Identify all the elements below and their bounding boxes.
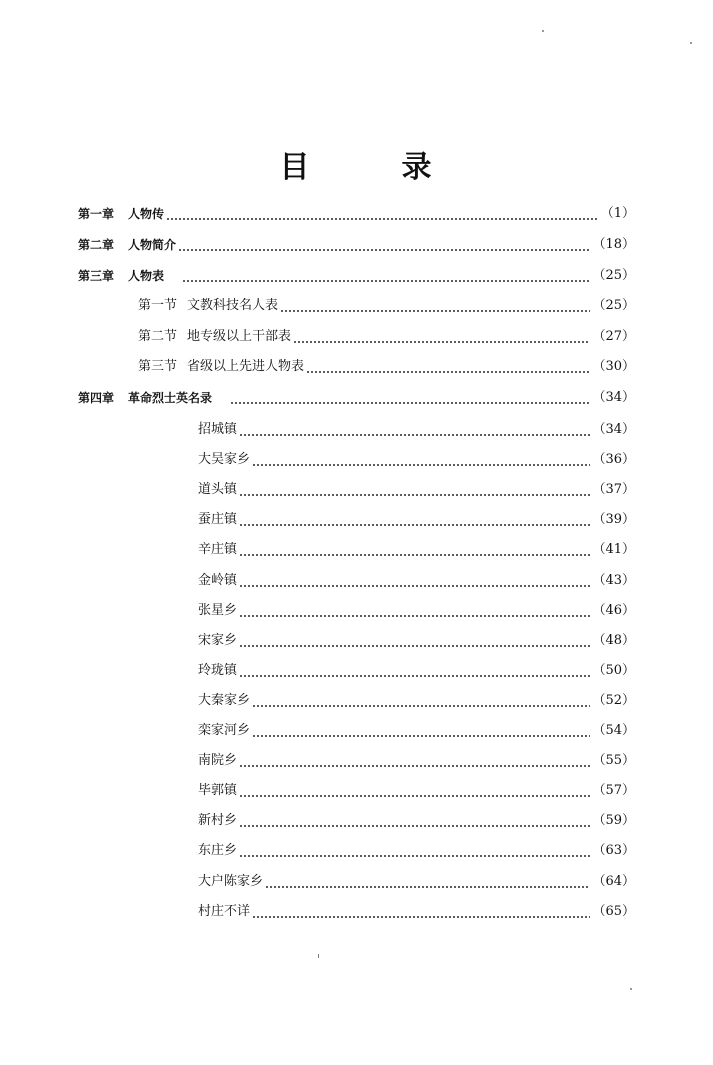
dot-leader bbox=[252, 691, 590, 711]
town-title: 辛庄镇 bbox=[198, 542, 238, 557]
section-number: 第一节 bbox=[138, 298, 178, 313]
page-number: （1） bbox=[600, 206, 635, 221]
town-title: 大秦家乡 bbox=[198, 693, 251, 708]
dot-leader bbox=[265, 872, 590, 892]
page-number: （36） bbox=[592, 452, 635, 467]
dot-leader bbox=[239, 661, 590, 681]
toc-section-1[interactable] bbox=[138, 296, 635, 316]
dot-leader bbox=[166, 204, 599, 224]
page-number: （41） bbox=[592, 542, 635, 557]
page-number: （39） bbox=[592, 512, 635, 527]
dot-leader bbox=[239, 420, 590, 440]
page-number: （64） bbox=[592, 874, 635, 889]
town-title: 村庄不详 bbox=[198, 904, 251, 919]
dot-leader bbox=[239, 480, 590, 500]
toc-section-3[interactable] bbox=[138, 357, 635, 377]
chapter-number: 第四章 bbox=[78, 391, 115, 405]
title-char: 录 bbox=[401, 150, 434, 185]
title-char: 目 bbox=[279, 150, 312, 185]
page-number: （34） bbox=[592, 390, 635, 405]
scan-speck bbox=[690, 42, 692, 44]
toc-town-entry[interactable] bbox=[198, 631, 635, 651]
scan-speck bbox=[318, 954, 319, 958]
toc-town-entry[interactable] bbox=[198, 420, 635, 440]
page-number: （27） bbox=[592, 329, 635, 344]
toc-town-entry[interactable] bbox=[198, 480, 635, 500]
dot-leader bbox=[252, 721, 590, 741]
toc-section-2[interactable] bbox=[138, 327, 635, 347]
toc-town-entry[interactable] bbox=[198, 781, 635, 801]
page-number: （50） bbox=[592, 663, 635, 678]
toc-chapter-4[interactable] bbox=[78, 388, 635, 408]
section-number: 第三节 bbox=[138, 359, 178, 374]
page-number: （25） bbox=[592, 298, 635, 313]
section-title: 省级以上先进人物表 bbox=[187, 359, 305, 374]
chapter-title: 革命烈士英名录 bbox=[128, 391, 213, 405]
page-number: （43） bbox=[592, 573, 635, 588]
toc-chapter-2[interactable] bbox=[78, 235, 635, 255]
page-number: （37） bbox=[592, 482, 635, 497]
toc-chapter-3[interactable] bbox=[78, 266, 635, 286]
page-number: （54） bbox=[592, 723, 635, 738]
dot-leader bbox=[178, 235, 590, 255]
page-number: （55） bbox=[592, 753, 635, 768]
town-title: 蚕庄镇 bbox=[198, 512, 238, 527]
section-title: 地专级以上干部表 bbox=[187, 329, 292, 344]
dot-leader bbox=[252, 902, 590, 922]
toc-town-entry[interactable] bbox=[198, 872, 635, 892]
dot-leader bbox=[239, 751, 590, 771]
page-title bbox=[0, 142, 713, 186]
town-title: 招城镇 bbox=[198, 422, 238, 437]
toc-town-entry[interactable] bbox=[198, 661, 635, 681]
dot-leader bbox=[239, 781, 590, 801]
dot-leader bbox=[280, 296, 590, 316]
dot-leader bbox=[239, 571, 590, 591]
toc-town-entry[interactable] bbox=[198, 571, 635, 591]
dot-leader bbox=[306, 357, 590, 377]
page-number: （63） bbox=[592, 843, 635, 858]
toc-town-entry[interactable] bbox=[198, 510, 635, 530]
toc-town-entry[interactable] bbox=[198, 721, 635, 741]
page-number: （52） bbox=[592, 693, 635, 708]
page-number: （59） bbox=[592, 813, 635, 828]
dot-leader bbox=[239, 601, 590, 621]
page-number: （25） bbox=[592, 268, 635, 283]
section-number: 第二节 bbox=[138, 329, 178, 344]
town-title: 新村乡 bbox=[198, 813, 238, 828]
page-number: （57） bbox=[592, 783, 635, 798]
page-number: （46） bbox=[592, 603, 635, 618]
chapter-title: 人物表 bbox=[128, 269, 165, 283]
toc-town-entry[interactable] bbox=[198, 811, 635, 831]
page-number: （65） bbox=[592, 904, 635, 919]
toc-town-entry[interactable] bbox=[198, 540, 635, 560]
town-title: 金岭镇 bbox=[198, 573, 238, 588]
page-number: （34） bbox=[592, 422, 635, 437]
town-title: 南院乡 bbox=[198, 753, 238, 768]
town-title: 大户陈家乡 bbox=[198, 874, 264, 889]
dot-leader bbox=[252, 450, 590, 470]
town-title: 张星乡 bbox=[198, 603, 238, 618]
toc-town-entry[interactable] bbox=[198, 601, 635, 621]
town-title: 大吴家乡 bbox=[198, 452, 251, 467]
town-title: 玲珑镇 bbox=[198, 663, 238, 678]
dot-leader bbox=[239, 540, 590, 560]
town-title: 宋家乡 bbox=[198, 633, 238, 648]
section-title: 文教科技名人表 bbox=[187, 298, 279, 313]
chapter-number: 第二章 bbox=[78, 238, 115, 252]
chapter-number: 第一章 bbox=[78, 207, 115, 221]
page-number: （18） bbox=[592, 237, 635, 252]
dot-leader bbox=[182, 266, 590, 286]
page-number: （48） bbox=[592, 633, 635, 648]
toc-town-entry[interactable] bbox=[198, 691, 635, 711]
toc-town-entry[interactable] bbox=[198, 902, 635, 922]
town-title: 栾家河乡 bbox=[198, 723, 251, 738]
toc-chapter-1[interactable] bbox=[78, 204, 635, 224]
chapter-title: 人物传 bbox=[128, 207, 165, 221]
town-title: 道头镇 bbox=[198, 482, 238, 497]
dot-leader bbox=[230, 388, 590, 408]
scan-speck bbox=[542, 30, 544, 32]
dot-leader bbox=[239, 631, 590, 651]
chapter-title: 人物简介 bbox=[128, 238, 177, 252]
town-title: 东庄乡 bbox=[198, 843, 238, 858]
dot-leader bbox=[239, 841, 590, 861]
town-title: 毕郭镇 bbox=[198, 783, 238, 798]
page-number: （30） bbox=[592, 359, 635, 374]
toc-town-entry[interactable] bbox=[198, 450, 635, 470]
toc-town-entry[interactable] bbox=[198, 841, 635, 861]
scan-speck bbox=[630, 988, 632, 990]
dot-leader bbox=[239, 811, 590, 831]
toc-town-entry[interactable] bbox=[198, 751, 635, 771]
dot-leader bbox=[239, 510, 590, 530]
chapter-number: 第三章 bbox=[78, 269, 115, 283]
dot-leader bbox=[293, 327, 590, 347]
